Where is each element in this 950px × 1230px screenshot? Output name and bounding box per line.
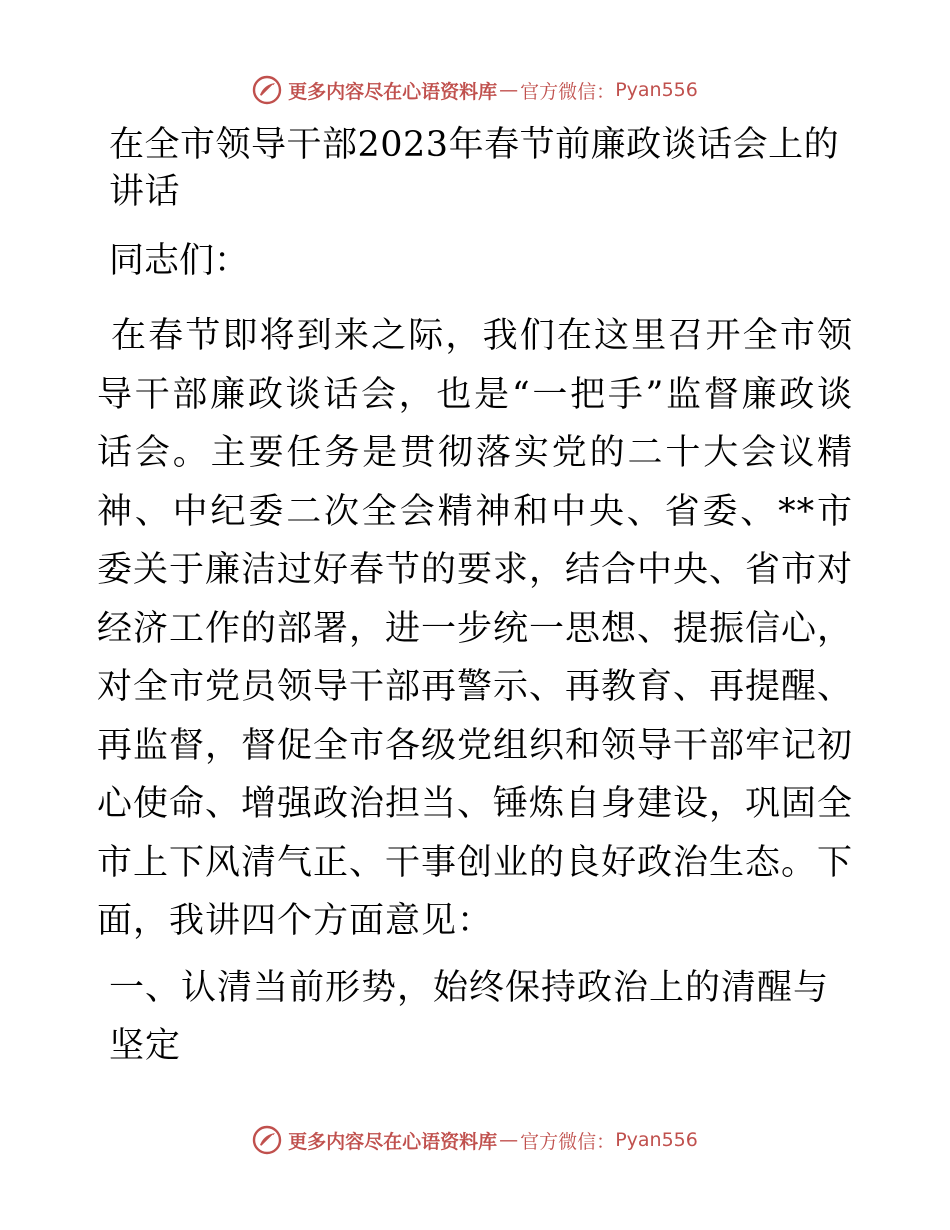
watermark-label: 官方微信： (520, 1130, 616, 1153)
footer-watermark (0, 1120, 950, 1160)
document-body (97, 122, 853, 1075)
logo-icon (252, 1125, 282, 1155)
body-paragraph: 在春节即将到来之际，我们在这里召开全市领导干部廉政谈话会，也是“一把手”监督廉政谈话会。主要任务是贯彻落实党的二十大会议精神、中纪委二次全会精神和中央、省委、**市委关于廉洁过好春节的要求，结合中央、省市对经济工作的部署，进一步统一思想、提振信心，对全市党员领导干部再警示、再教育、再提醒、再监督，督促全市各级党组织和领导干部牢记初心使命、增强政治担当、锤炼自身建设，巩固全市上下风清气正、干事创业的良好政治生态。下面，我讲四个方面意见： (97, 316, 854, 941)
watermark-prefix: 更多内容尽在心语资料库 (288, 1130, 498, 1153)
watermark-dash: — (499, 1129, 519, 1151)
document-title: 在全市领导干部2023年春节前廉政谈话会上的讲话 (109, 125, 840, 212)
watermark-id: Pyan556 (615, 79, 698, 101)
logo-icon (252, 75, 282, 105)
header-watermark (0, 70, 950, 110)
watermark-label: 官方微信： (520, 80, 616, 103)
greeting: 同志们： (109, 241, 250, 281)
section-heading: 一、认清当前形势，始终保持政治上的清醒与坚定 (109, 967, 830, 1066)
watermark-id: Pyan556 (615, 1129, 698, 1151)
watermark-prefix: 更多内容尽在心语资料库 (288, 80, 498, 103)
watermark-dash: — (499, 79, 519, 101)
